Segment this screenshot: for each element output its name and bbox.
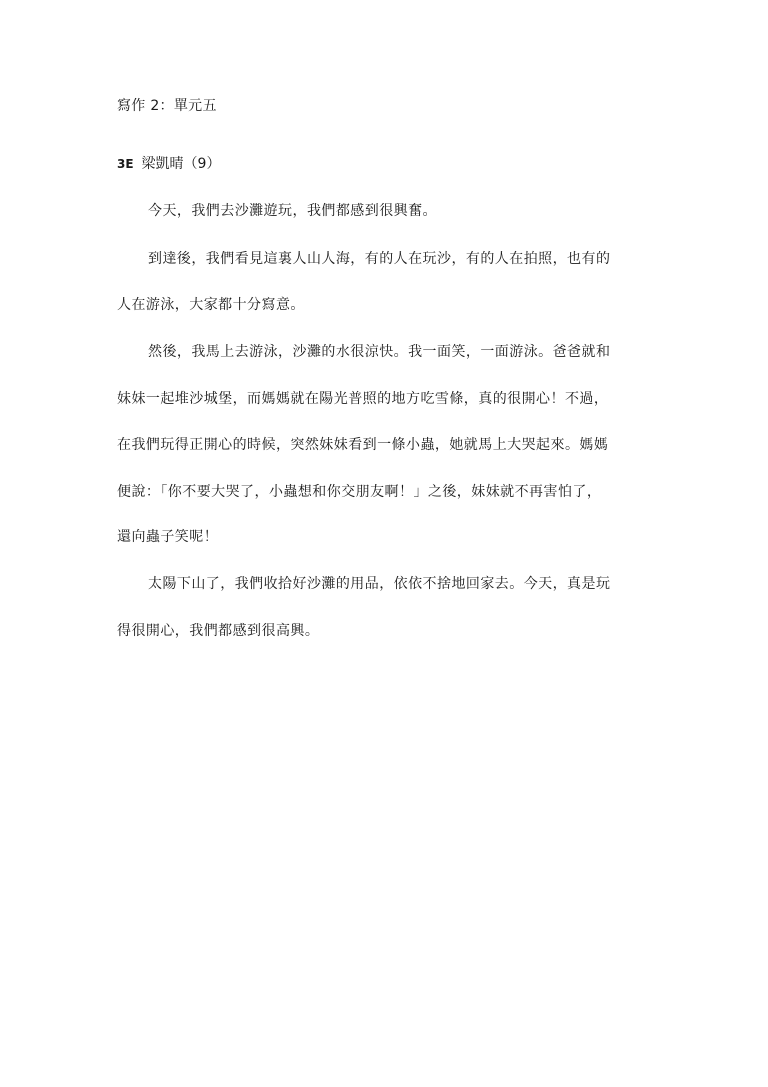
document-title: 寫作 2：單元五	[117, 98, 217, 114]
essay-line-10: 得很開心，我們都感到很高興。	[117, 623, 320, 639]
essay-line-4: 然後，我馬上去游泳，沙灘的水很涼快。我一面笑，一面游泳。爸爸就和	[148, 344, 611, 360]
essay-line-1: 今天，我們去沙灘遊玩，我們都感到很興奮。	[148, 203, 437, 219]
essay-line-3: 人在游泳，大家都十分寫意。	[117, 297, 305, 313]
essay-line-9: 太陽下山了，我們收拾好沙灘的用品，依依不捨地回家去。今天，真是玩	[148, 576, 611, 592]
author-name: 梁凱晴（9）	[141, 156, 221, 172]
author-class: 3E	[117, 157, 134, 171]
essay-line-6: 在我們玩得正開心的時候，突然妹妹看到一條小蟲，她就馬上大哭起來。媽媽	[117, 437, 609, 453]
essay-line-7: 便說：「你不要大哭了，小蟲想和你交朋友啊！」之後，妹妹就不再害怕了，	[117, 484, 602, 500]
author-line	[117, 153, 220, 173]
essay-line-5: 妹妹一起堆沙城堡，而媽媽就在陽光普照的地方吃雪條，真的很開心！不過，	[117, 391, 609, 407]
essay-line-2: 到達後，我們看見這裏人山人海，有的人在玩沙，有的人在拍照，也有的	[148, 251, 611, 267]
essay-line-8: 還向蟲子笑呢！	[117, 529, 219, 545]
